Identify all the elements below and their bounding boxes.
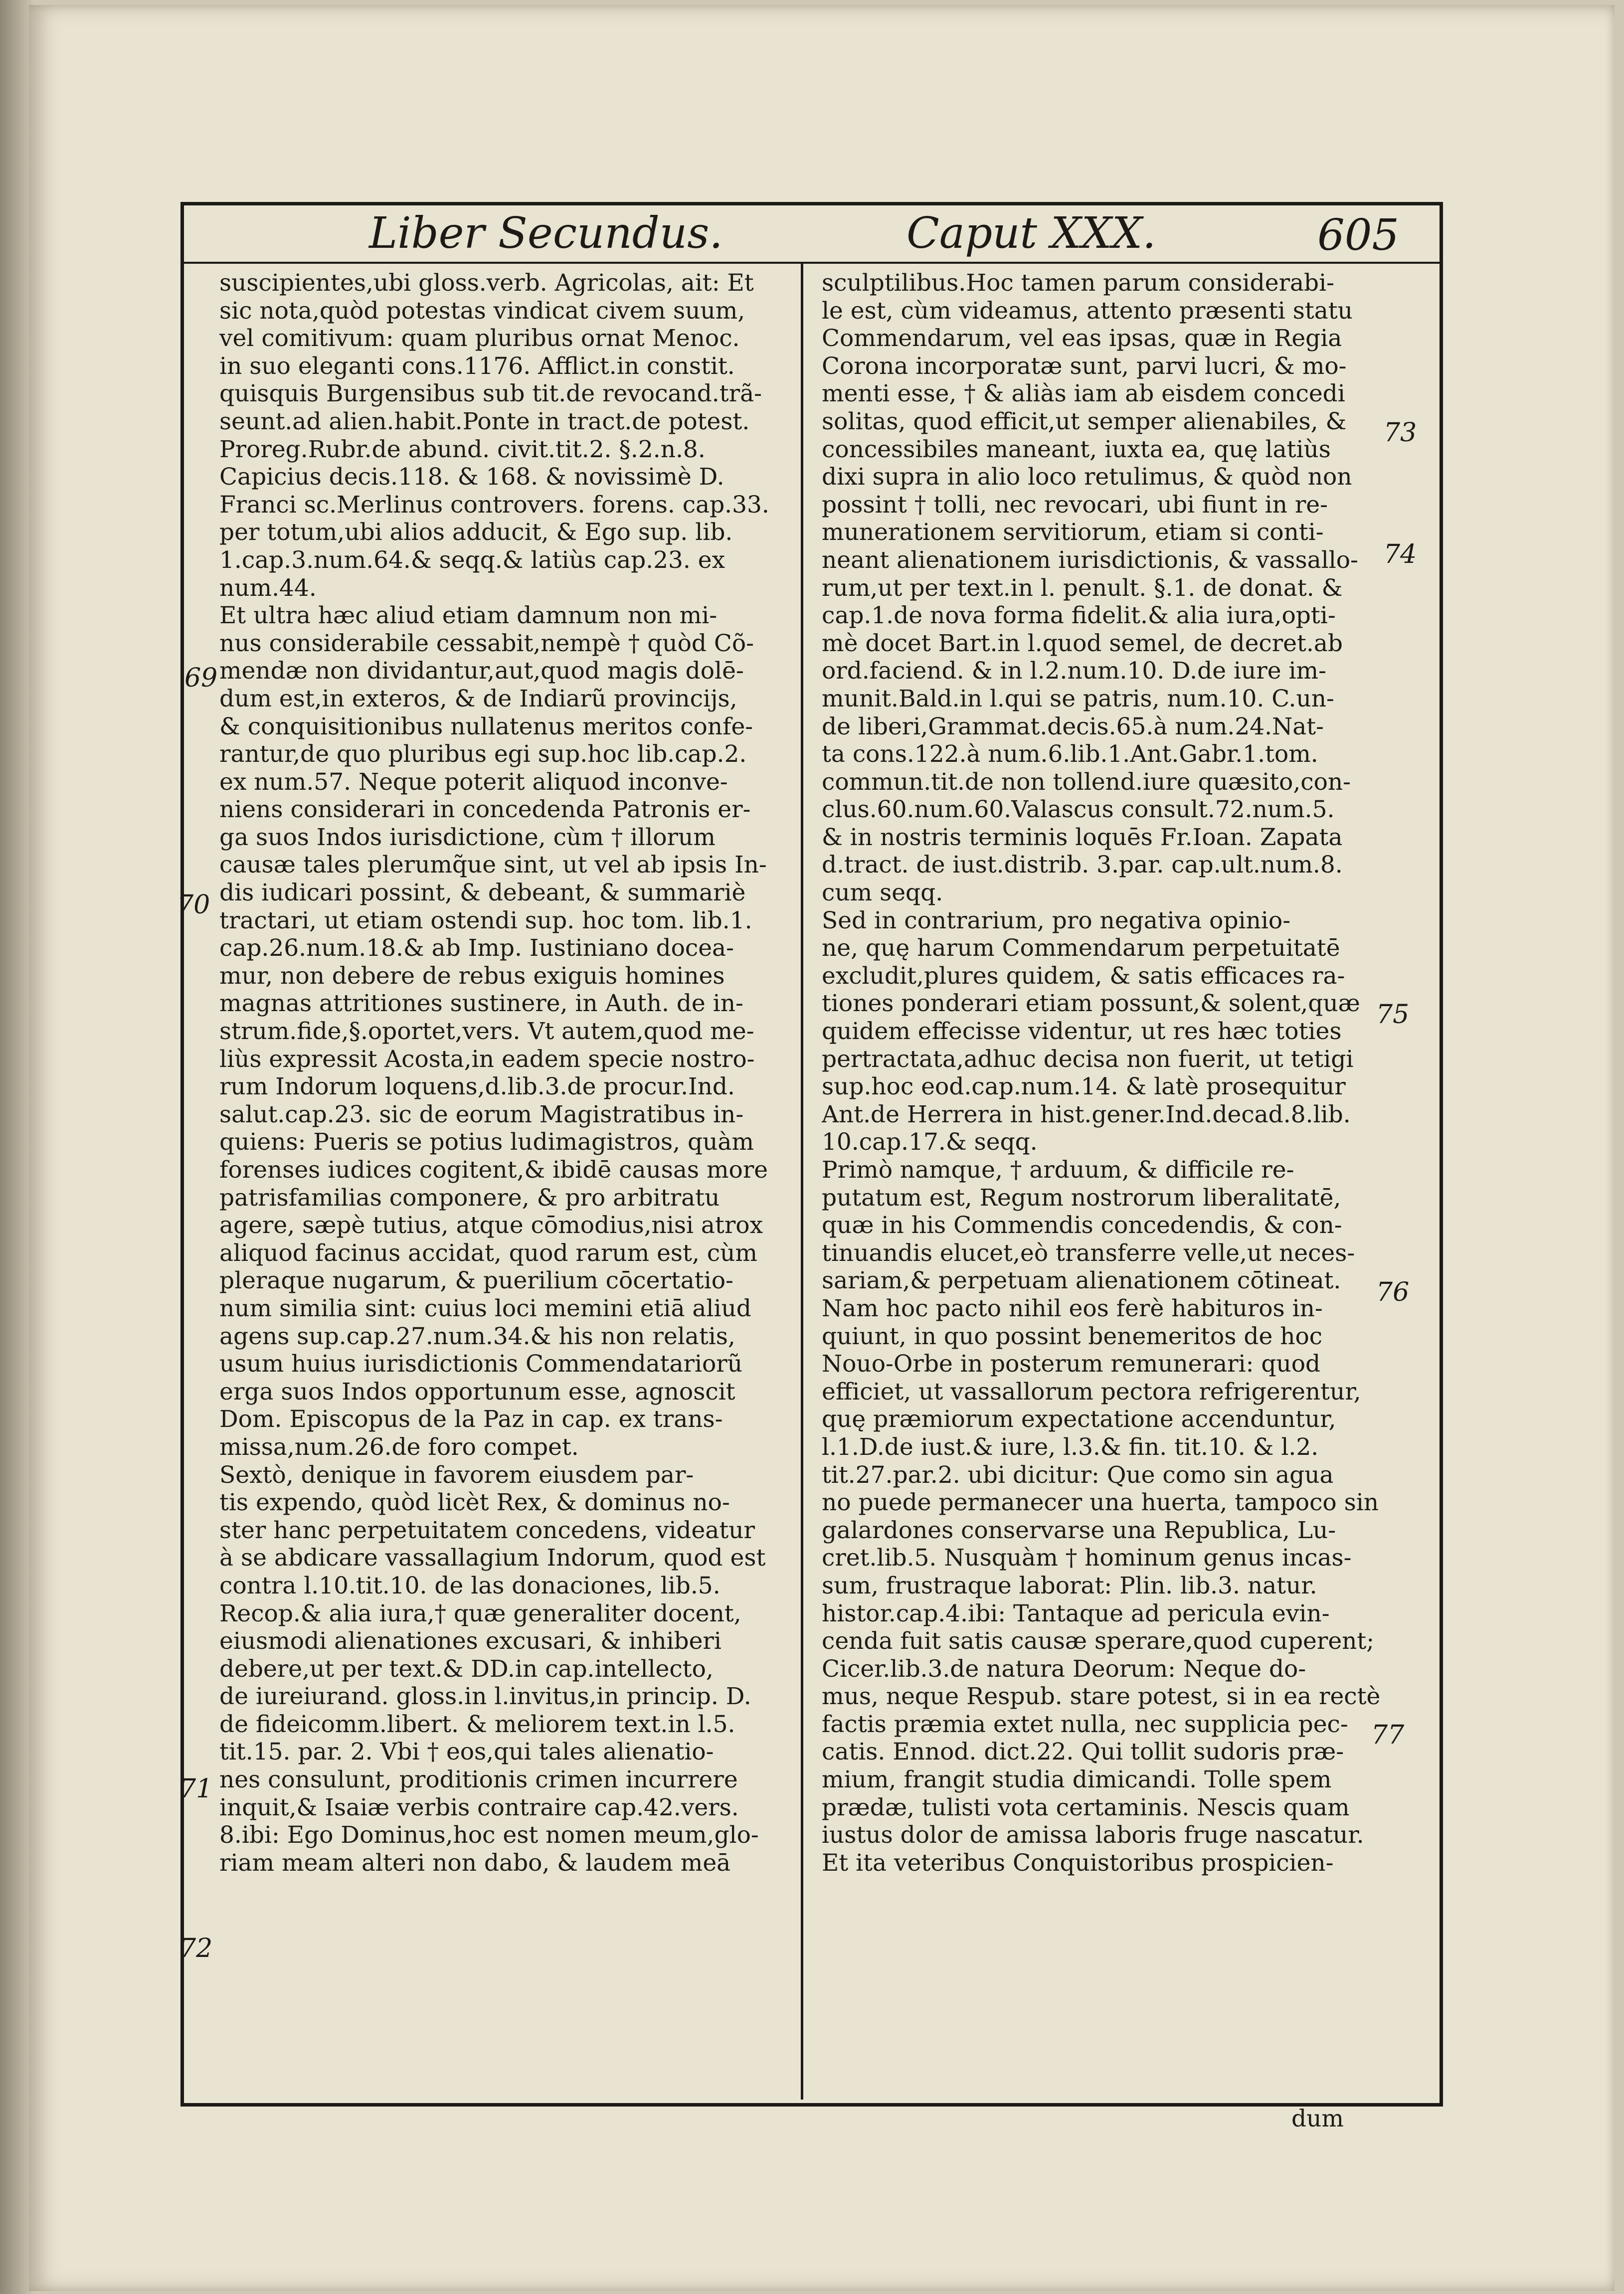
text-line: munerationem servitiorum, etiam si conti- xyxy=(822,519,1324,546)
text-line: eiusmodi alienationes excusari, & inhiberi xyxy=(219,1627,722,1655)
text-line: 10.cap.17.& seqq. xyxy=(822,1128,1038,1156)
text-line: mus, neque Respub. stare potest, si in ea rectè xyxy=(822,1683,1381,1711)
text-line: neant alienationem iurisdictionis, & vassallo- xyxy=(822,546,1358,574)
text-line: tit.15. par. 2. Vbi † eos,qui tales alienatio- xyxy=(219,1738,714,1766)
text-line: excludit,plures quidem, & satis efficaces ra- xyxy=(822,962,1345,990)
text-line: & in nostris terminis loquēs Fr.Ioan. Zapata xyxy=(822,823,1343,851)
text-line: ne, quę harum Commendarum perpetuitatē xyxy=(822,934,1340,962)
left-text-column xyxy=(219,269,798,1877)
text-line: missa,num.26.de foro compet. xyxy=(219,1433,579,1461)
page-number: 605 xyxy=(1317,210,1400,260)
margin-number-72: 72 xyxy=(180,1934,213,1963)
text-line: Corona incorporatæ sunt, parvi lucri, & mo- xyxy=(822,352,1347,380)
text-line: vel comitivum: quam pluribus ornat Menoc. xyxy=(219,325,740,353)
text-line: cap.1.de nova forma fidelit.& alia iura,opti- xyxy=(822,602,1336,630)
text-line: 1.cap.3.num.64.& seqq.& latiùs cap.23. ex xyxy=(219,546,725,574)
header-chapter-title: Caput XXX. xyxy=(906,208,1156,258)
text-line: quæ in his Commendis concedendis, & con- xyxy=(822,1212,1342,1239)
text-line: Sed in contrarium, pro negativa opinio- xyxy=(822,906,1291,934)
text-line: agere, sæpè tutius, atque cōmodius,nisi atrox xyxy=(219,1212,763,1239)
text-line: Et ultra hæc aliud etiam damnum non mi- xyxy=(219,602,718,630)
text-line: mendæ non dividantur,aut,quod magis dolē- xyxy=(219,657,744,685)
margin-number-76: 76 xyxy=(1376,1277,1410,1307)
text-line: debere,ut per text.& DD.in cap.intellecto, xyxy=(219,1655,714,1683)
text-line: Recop.& alia iura,† quæ generaliter docent, xyxy=(219,1599,741,1627)
margin-number-69: 69 xyxy=(184,663,218,693)
text-line: erga suos Indos opportunum esse, agnoscit xyxy=(219,1378,735,1406)
header-book-title: Liber Secundus. xyxy=(369,208,723,258)
text-line: solitas, quod efficit,ut semper alienabiles, & xyxy=(822,407,1347,435)
text-line: concessibiles maneant, iuxta ea, quę latiùs xyxy=(822,435,1331,463)
text-line: commun.tit.de non tollend.iure quæsito,con- xyxy=(822,768,1351,796)
text-line: de liberi,Grammat.decis.65.à num.24.Nat- xyxy=(822,712,1324,740)
text-line: Ant.de Herrera in hist.gener.Ind.decad.8.lib. xyxy=(822,1100,1351,1128)
text-line: sum, frustraque laborat: Plin. lib.3. natur. xyxy=(822,1572,1317,1599)
text-line: catis. Ennod. dict.22. Qui tollit sudoris præ- xyxy=(822,1738,1344,1766)
text-line: per totum,ubi alios adducit, & Ego sup. lib. xyxy=(219,519,733,546)
text-line: magnas attritiones sustinere, in Auth. de in- xyxy=(219,990,743,1018)
text-line: d.tract. de iust.distrib. 3.par. cap.ult.num.8. xyxy=(822,851,1343,879)
text-line: putatum est, Regum nostrorum liberalitatē, xyxy=(822,1184,1341,1212)
text-line: sariam,& perpetuam alienationem cōtineat. xyxy=(822,1267,1341,1295)
margin-number-77: 77 xyxy=(1371,1720,1405,1750)
text-line: efficiet, ut vassallorum pectora refrigerentur, xyxy=(822,1378,1361,1406)
text-line: agens sup.cap.27.num.34.& his non relatis, xyxy=(219,1322,735,1350)
text-line: inquit,& Isaiæ verbis contraire cap.42.vers. xyxy=(219,1793,739,1821)
text-line: Cicer.lib.3.de natura Deorum: Neque do- xyxy=(822,1655,1306,1683)
text-line: rantur,de quo pluribus egi sup.hoc lib.cap.2. xyxy=(219,740,747,768)
text-line: possint † tolli, nec revocari, ubi fiunt in re- xyxy=(822,491,1328,519)
text-line: nes consulunt, proditionis crimen incurrere xyxy=(219,1766,738,1794)
text-line: le est, cùm videamus, attento præsenti statu xyxy=(822,297,1353,325)
text-line: dum est,in exteros, & de Indiarũ provincijs, xyxy=(219,685,737,712)
text-line: mè docet Bart.in l.quod semel, de decret.ab xyxy=(822,629,1343,657)
text-line: ord.faciend. & in l.2.num.10. D.de iure im- xyxy=(822,657,1326,685)
text-line: mur, non debere de rebus exiguis homines xyxy=(219,962,725,990)
text-line: Et ita veteribus Conquistoribus prospicien- xyxy=(822,1849,1334,1877)
text-line: l.1.D.de iust.& iure, l.3.& fin. tit.10. & l.2. xyxy=(822,1433,1319,1461)
right-text-column xyxy=(822,269,1400,1877)
text-line: in suo eleganti cons.1176. Afflict.in constit. xyxy=(219,352,735,380)
text-line: iustus dolor de amissa laboris fruge nascatur. xyxy=(822,1821,1364,1849)
text-line: dis iudicari possint, & debeant, & summariè xyxy=(219,879,746,907)
text-line: riam meam alteri non dabo, & laudem meā xyxy=(219,1849,731,1877)
text-line: usum huius iurisdictionis Commendatariorũ xyxy=(219,1350,743,1378)
text-line: Dom. Episcopus de la Paz in cap. ex trans- xyxy=(219,1406,723,1433)
text-line: patrisfamilias componere, & pro arbitratu xyxy=(219,1184,720,1212)
text-line: quisquis Burgensibus sub tit.de revocand.trã- xyxy=(219,380,762,408)
text-line: menti esse, † & aliàs iam ab eisdem concedi xyxy=(822,380,1345,408)
text-line: histor.cap.4.ibi: Tantaque ad pericula evin- xyxy=(822,1599,1330,1627)
text-line: tit.27.par.2. ubi dicitur: Que como sin agua xyxy=(822,1461,1334,1489)
text-line: seunt.ad alien.habit.Ponte in tract.de potest. xyxy=(219,407,750,435)
text-line: cret.lib.5. Nusquàm † hominum genus incas- xyxy=(822,1544,1352,1572)
text-line: & conquisitionibus nullatenus meritos confe- xyxy=(219,712,753,740)
text-line: causæ tales plerumq̃ue sint, ut vel ab ipsis In- xyxy=(219,851,767,879)
text-line: aliquod facinus accidat, quod rarum est, cùm xyxy=(219,1239,757,1267)
text-line: pertractata,adhuc decisa non fuerit, ut tetigi xyxy=(822,1045,1354,1073)
text-line: Capicius decis.118. & 168. & novissimè D. xyxy=(219,463,724,491)
text-line: salut.cap.23. sic de eorum Magistratibus in- xyxy=(219,1100,744,1128)
text-line: dixi supra in alio loco retulimus, & quòd non xyxy=(822,463,1352,491)
text-line: no puede permanecer una huerta, tampoco sin xyxy=(822,1489,1379,1517)
text-line: Nouo-Orbe in posterum remunerari: quod xyxy=(822,1350,1321,1378)
header-rule xyxy=(180,262,1443,264)
text-line: quidem effecisse videntur, ut res hæc toties xyxy=(822,1018,1342,1046)
text-line: Primò namque, † arduum, & difficile re- xyxy=(822,1156,1294,1184)
text-line: ta cons.122.à num.6.lib.1.Ant.Gabr.1.tom. xyxy=(822,740,1318,768)
text-line: forenses iudices cogitent,& ibidē causas more xyxy=(219,1156,768,1184)
text-line: tiones ponderari etiam possunt,& solent,quæ xyxy=(822,990,1360,1018)
text-line: Franci sc.Merlinus controvers. forens. cap.33. xyxy=(219,491,769,519)
text-line: de iureiurand. gloss.in l.invitus,in princip. D. xyxy=(219,1683,751,1711)
text-line: prædæ, tulisti vota certaminis. Nescis quam xyxy=(822,1793,1350,1821)
text-line: suscipientes,ubi gloss.verb. Agricolas, ait: Et xyxy=(219,269,754,297)
text-line: tractari, ut etiam ostendi sup. hoc tom. lib.1. xyxy=(219,906,752,934)
text-line: Sextò, denique in favorem eiusdem par- xyxy=(219,1461,694,1489)
running-header xyxy=(185,208,1437,258)
text-line: Commendarum, vel eas ipsas, quæ in Regia xyxy=(822,325,1342,353)
text-line: cap.26.num.18.& ab Imp. Iustiniano docea- xyxy=(219,934,734,962)
text-line: contra l.10.tit.10. de las donaciones, lib.5. xyxy=(219,1572,721,1599)
text-line: 8.ibi: Ego Dominus,hoc est nomen meum,glo- xyxy=(219,1821,759,1849)
text-line: cenda fuit satis causæ sperare,quod cuperent; xyxy=(822,1627,1375,1655)
text-line: num similia sint: cuius loci memini etiā aliud xyxy=(219,1294,751,1322)
text-line: rum,ut per text.in l. penult. §.1. de donat. & xyxy=(822,574,1343,602)
text-line: clus.60.num.60.Valascus consult.72.num.5. xyxy=(822,796,1335,824)
text-line: nus considerabile cessabit,nempè † quòd Cõ- xyxy=(219,629,754,657)
margin-number-71: 71 xyxy=(180,1774,213,1804)
margin-number-75: 75 xyxy=(1376,1000,1410,1030)
text-line: cum seqq. xyxy=(822,879,943,907)
text-line: quiens: Pueris se potius ludimagistros, quàm xyxy=(219,1128,754,1156)
text-line: factis præmia extet nulla, nec supplicia pec- xyxy=(822,1710,1348,1738)
margin-number-73: 73 xyxy=(1384,418,1417,448)
text-line: mium, frangit studia dimicandi. Tolle spem xyxy=(822,1766,1332,1794)
margin-number-74: 74 xyxy=(1384,539,1417,569)
text-line: ga suos Indos iurisdictione, cùm † illorum xyxy=(219,823,716,851)
catchword: dum xyxy=(1291,2105,1344,2132)
text-line: de fideicomm.libert. & meliorem text.in l.5. xyxy=(219,1710,735,1738)
text-line: sculptilibus.Hoc tamen parum considerabi- xyxy=(822,269,1335,297)
text-line: ster hanc perpetuitatem concedens, videatur xyxy=(219,1516,755,1544)
text-line: niens considerari in concedenda Patronis er- xyxy=(219,796,751,824)
text-line: num.44. xyxy=(219,574,317,602)
text-line: à se abdicare vassallagium Indorum, quod est xyxy=(219,1544,766,1572)
text-line: sup.hoc eod.cap.num.14. & latè prosequitur xyxy=(822,1073,1346,1101)
text-line: ex num.57. Neque poterit aliquod inconve- xyxy=(219,768,728,796)
text-line: liùs expressit Acosta,in eadem specie nostro- xyxy=(219,1045,755,1073)
text-line: sic nota,quòd potestas vindicat civem suum, xyxy=(219,297,745,325)
text-line: rum Indorum loquens,d.lib.3.de procur.Ind. xyxy=(219,1073,735,1101)
column-divider xyxy=(801,264,803,2100)
text-line: Nam hoc pacto nihil eos ferè habituros in- xyxy=(822,1294,1323,1322)
text-line: pleraque nugarum, & puerilium cōcertatio- xyxy=(219,1267,733,1295)
text-line: tinuandis elucet,eò transferre velle,ut neces- xyxy=(822,1239,1355,1267)
text-line: quiunt, in quo possint benemeritos de hoc xyxy=(822,1322,1323,1350)
text-line: strum.fide,§.oportet,vers. Vt autem,quod me- xyxy=(219,1018,754,1046)
text-line: tis expendo, quòd licèt Rex, & dominus no- xyxy=(219,1489,730,1517)
text-line: Proreg.Rubr.de abund. civit.tit.2. §.2.n.8. xyxy=(219,435,706,463)
margin-number-70: 70 xyxy=(177,890,210,920)
text-line: quę præmiorum expectatione accenduntur, xyxy=(822,1406,1336,1433)
text-line: munit.Bald.in l.qui se patris, num.10. C.un- xyxy=(822,685,1334,712)
text-line: galardones conservarse una Republica, Lu- xyxy=(822,1516,1336,1544)
